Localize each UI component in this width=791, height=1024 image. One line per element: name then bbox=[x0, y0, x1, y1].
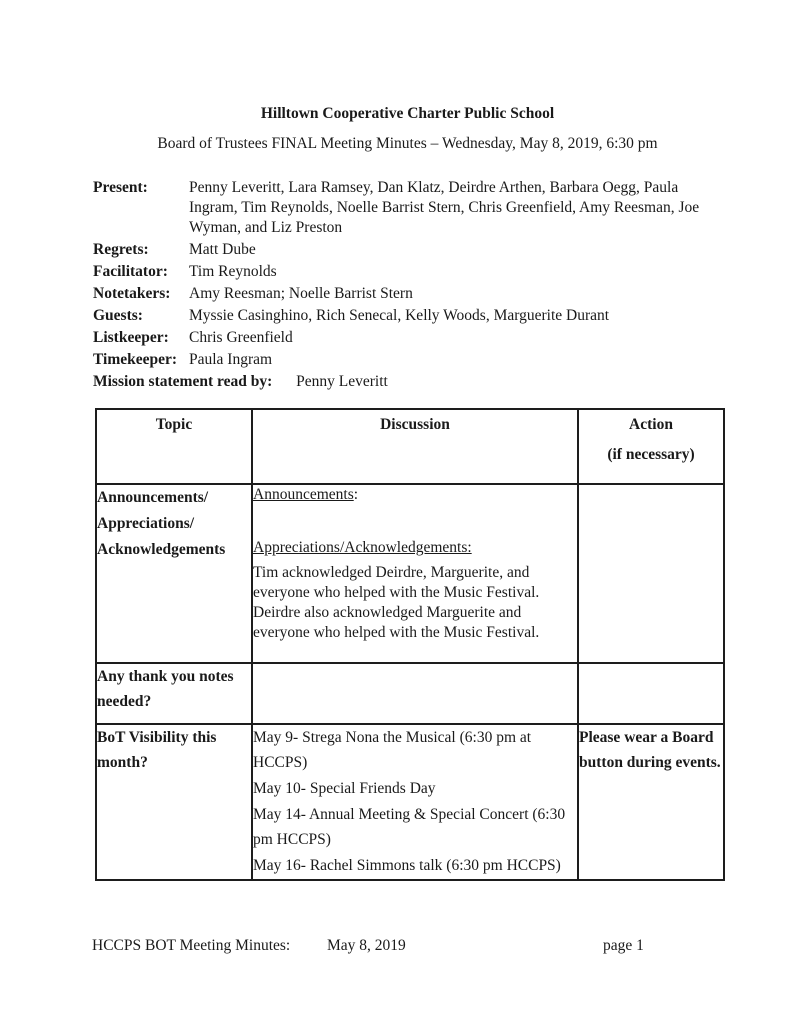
footer-page-number: page 1 bbox=[603, 937, 644, 954]
heading-colon: : bbox=[353, 486, 359, 503]
doc-title: Hilltown Cooperative Charter Public School bbox=[260, 105, 555, 122]
action-cell-empty bbox=[578, 484, 724, 663]
info-label: Present: bbox=[93, 179, 148, 196]
header-action-note: (if necessary) bbox=[607, 446, 695, 463]
table-row-thank-you-notes bbox=[96, 663, 724, 724]
action-cell-empty bbox=[578, 663, 724, 724]
info-label: Listkeeper: bbox=[93, 329, 169, 346]
minutes-table bbox=[95, 408, 725, 881]
info-row-notetakers bbox=[93, 284, 722, 304]
info-value: Myssie Casinghino, Rich Senecal, Kelly Woods, Marguerite Durant bbox=[189, 307, 610, 324]
info-row-guests bbox=[93, 306, 722, 326]
topic-text: Any thank you notes needed? bbox=[97, 668, 234, 710]
action-cell bbox=[578, 724, 724, 880]
info-label: Mission statement read by: bbox=[93, 373, 273, 390]
action-text: Please wear a Board button during events. bbox=[579, 729, 721, 771]
header-action bbox=[578, 409, 724, 484]
attendance-section bbox=[93, 178, 722, 392]
table-header-row bbox=[96, 409, 724, 484]
discussion-item: May 16- Rachel Simmons talk (6:30 pm HCCPS) bbox=[253, 857, 561, 874]
info-row-listkeeper bbox=[93, 328, 722, 348]
info-label: Facilitator: bbox=[93, 263, 168, 280]
topic-cell bbox=[96, 484, 252, 663]
topic-line: Appreciations/ bbox=[97, 515, 195, 532]
document-content bbox=[93, 0, 722, 881]
discussion-item: May 14- Annual Meeting & Special Concert (6:30 pm HCCPS) bbox=[253, 806, 566, 848]
page-footer bbox=[0, 938, 791, 958]
header-topic-label: Topic bbox=[155, 416, 193, 433]
info-row-facilitator bbox=[93, 262, 722, 282]
discussion-heading-announcements bbox=[253, 485, 577, 505]
discussion-item: May 10- Special Friends Day bbox=[253, 780, 436, 797]
underlined-heading: Announcements bbox=[253, 486, 354, 503]
doc-subtitle: Board of Trustees FINAL Meeting Minutes – Wednesday, May 8, 2019, 6:30 pm bbox=[157, 135, 658, 152]
header-action-label: Action bbox=[629, 416, 673, 433]
discussion-cell bbox=[252, 484, 578, 663]
topic-line: Acknowledgements bbox=[97, 541, 226, 558]
info-value: Paula Ingram bbox=[189, 351, 273, 368]
info-label: Timekeeper: bbox=[93, 351, 178, 368]
discussion-heading-appreciations bbox=[253, 538, 577, 558]
table-row-announcements bbox=[96, 484, 724, 663]
footer-label: HCCPS BOT Meeting Minutes: bbox=[92, 937, 291, 954]
info-value: Penny Leveritt, Lara Ramsey, Dan Klatz, Deirdre Arthen, Barbara Oegg, Paula Ingram, Tim Reynolds, Noelle Barrist Stern, Chris Greenfield, Amy Reesman, Joe Wyman, and Liz Preston bbox=[189, 179, 700, 236]
discussion-cell-empty bbox=[252, 663, 578, 724]
discussion-item: May 9- Strega Nona the Musical (6:30 pm at HCCPS) bbox=[253, 729, 532, 771]
info-label: Regrets: bbox=[93, 241, 149, 258]
topic-line: Announcements/ bbox=[97, 489, 209, 506]
discussion-cell bbox=[252, 724, 578, 880]
info-label: Guests: bbox=[93, 307, 143, 324]
info-label: Notetakers: bbox=[93, 285, 171, 302]
info-row-timekeeper bbox=[93, 350, 722, 370]
underlined-heading: Appreciations/Acknowledgements: bbox=[253, 539, 472, 556]
topic-cell bbox=[96, 724, 252, 880]
info-value: Amy Reesman; Noelle Barrist Stern bbox=[189, 285, 413, 302]
table-row-bot-visibility bbox=[96, 724, 724, 880]
header-discussion bbox=[252, 409, 578, 484]
info-row-regrets bbox=[93, 240, 722, 260]
footer-date: May 8, 2019 bbox=[327, 937, 406, 954]
info-row-present bbox=[93, 178, 722, 238]
info-value: Penny Leveritt bbox=[296, 373, 388, 390]
header-discussion-label: Discussion bbox=[380, 416, 450, 433]
info-value: Tim Reynolds bbox=[189, 263, 277, 280]
topic-cell bbox=[96, 663, 252, 724]
info-row-mission-statement bbox=[93, 372, 722, 392]
discussion-paragraph: Tim acknowledged Deirdre, Marguerite, and everyone who helped with the Music Festival. Deirdre also acknowledged Marguerite and everyone who helped with the Music Festival. bbox=[253, 564, 540, 641]
topic-text: BoT Visibility this month? bbox=[97, 729, 217, 771]
header-topic bbox=[96, 409, 252, 484]
info-value: Chris Greenfield bbox=[189, 329, 293, 346]
info-value: Matt Dube bbox=[189, 241, 256, 258]
